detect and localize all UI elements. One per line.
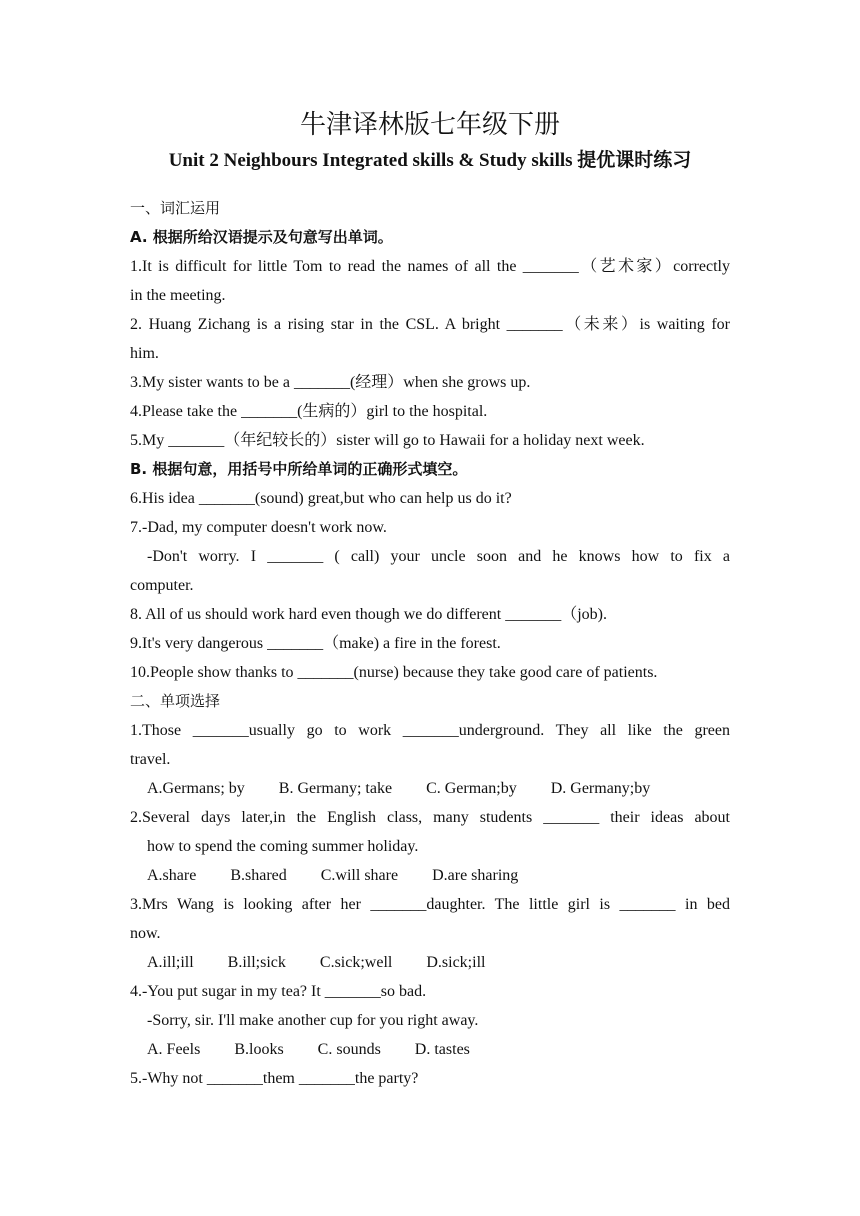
- page-title: 牛津译林版七年级下册: [299, 110, 560, 140]
- page-subtitle: Unit 2 Neighbours Integrated skills & Study skills 提优课时练习: [168, 150, 692, 171]
- question-2-line-2: him.: [130, 345, 159, 362]
- question-3: 3.My sister wants to be a _______(经理）when she grows up.: [130, 374, 531, 391]
- section-heading-multiple-choice: 二、单项选择: [130, 692, 221, 710]
- worksheet-content: [130, 194, 730, 1093]
- question-4: 4.Please take the _______(生病的）girl to the hospital.: [130, 403, 488, 420]
- mc-question-2-line-1: 2.Several days later,in the English class, many students _______ their ideas about: [130, 809, 730, 826]
- question-2-line-1: 2. Huang Zichang is a rising star in the CSL. A bright _______（未来）is waiting for: [130, 316, 730, 333]
- mc-question-1-options: [130, 774, 730, 803]
- mc-question-5: 5.-Why not _______them _______the party?: [130, 1070, 419, 1087]
- question-6: 6.His idea _______(sound) great,but who can help us do it?: [130, 490, 512, 507]
- question-1-line-2: in the meeting.: [130, 287, 226, 304]
- question-5: 5.My _______（年纪较长的）sister will go to Hawaii for a holiday next week.: [130, 432, 645, 449]
- option-a: A.share: [147, 867, 197, 884]
- mc-question-2-line-2: how to spend the coming summer holiday.: [147, 838, 419, 855]
- mc-question-4-options: [130, 1035, 730, 1064]
- question-8: 8. All of us should work hard even though we do different _______（job).: [130, 606, 607, 623]
- option-d: D. tastes: [414, 1041, 470, 1058]
- option-c: C. German;by: [426, 780, 517, 797]
- option-d: D.are sharing: [432, 867, 519, 884]
- mc-question-3-line-1: 3.Mrs Wang is looking after her _______daughter. The little girl is _______ in bed: [130, 896, 730, 913]
- mc-question-1-line-2: travel.: [130, 751, 171, 768]
- option-d: D.sick;ill: [426, 954, 486, 971]
- mc-question-4-line-1: 4.-You put sugar in my tea? It _______so bad.: [130, 983, 427, 1000]
- option-b: B.shared: [230, 867, 287, 884]
- question-1-line-1: 1.It is difficult for little Tom to read the names of all the _______（艺术家）correctly: [130, 258, 730, 275]
- part-a-instruction: A. 根据所给汉语提示及句意写出单词。: [130, 228, 393, 246]
- mc-question-3-line-2: now.: [130, 925, 161, 942]
- question-10: 10.People show thanks to _______(nurse) because they take good care of patients.: [130, 664, 658, 681]
- option-c: C.will share: [320, 867, 399, 884]
- option-a: A.ill;ill: [147, 954, 194, 971]
- option-a: A.Germans; by: [147, 780, 245, 797]
- question-7-line-3: computer.: [130, 577, 194, 594]
- mc-question-2-options: [130, 861, 730, 890]
- option-c: C.sick;well: [319, 954, 393, 971]
- question-7-line-1: 7.-Dad, my computer doesn't work now.: [130, 519, 387, 536]
- option-b: B. Germany; take: [278, 780, 393, 797]
- mc-question-3-options: [130, 948, 730, 977]
- section-heading-vocabulary: 一、词汇运用: [130, 199, 221, 217]
- question-9: 9.It's very dangerous _______（make) a fire in the forest.: [130, 635, 501, 652]
- question-7-line-2: -Don't worry. I _______ ( call) your uncle soon and he knows how to fix a: [147, 548, 730, 565]
- option-b: B.ill;sick: [227, 954, 286, 971]
- option-a: A. Feels: [147, 1041, 201, 1058]
- mc-question-1-line-1: 1.Those _______usually go to work _______underground. They all like the green: [130, 722, 730, 739]
- option-d: D. Germany;by: [550, 780, 651, 797]
- option-c: C. sounds: [317, 1041, 381, 1058]
- part-b-instruction: B. 根据句意，用括号中所给单词的正确形式填空。: [130, 460, 468, 478]
- mc-question-4-line-2: -Sorry, sir. I'll make another cup for you right away.: [147, 1012, 479, 1029]
- option-b: B.looks: [234, 1041, 284, 1058]
